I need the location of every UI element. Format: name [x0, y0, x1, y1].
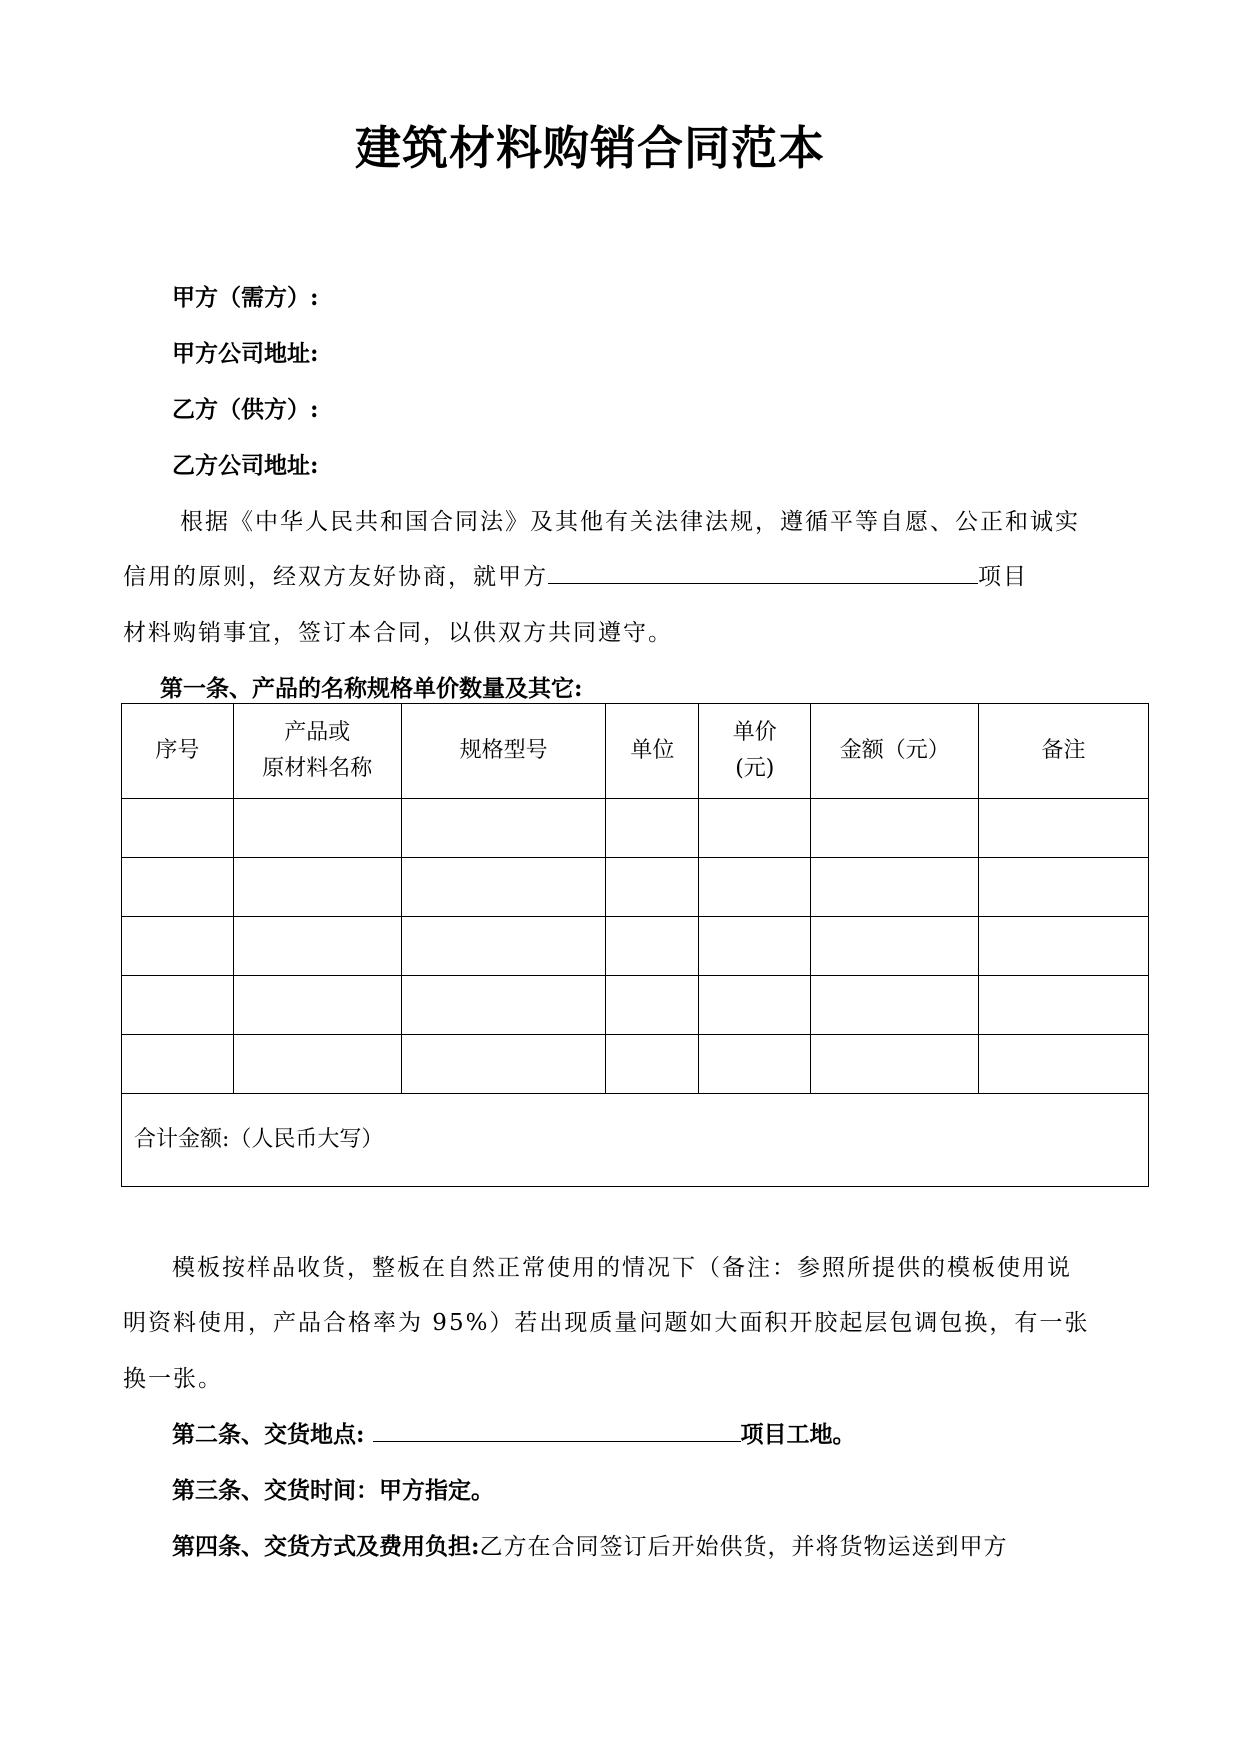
- table-cell: [699, 1035, 811, 1094]
- total-amount-label: 合计金额:（人民币大写）: [122, 1094, 1149, 1187]
- header-seq: 序号: [122, 704, 234, 799]
- article-2-suffix: 项目工地。: [740, 1421, 856, 1448]
- table-cell: [979, 858, 1149, 917]
- table-cell: [606, 799, 699, 858]
- table-cell: [122, 917, 234, 976]
- table-cell: [699, 917, 811, 976]
- table-cell: [811, 976, 979, 1035]
- table-cell: [979, 917, 1149, 976]
- table-row: [122, 858, 1149, 917]
- table-cell: [233, 1035, 401, 1094]
- table-row: [122, 799, 1149, 858]
- table-cell: [699, 799, 811, 858]
- table-row: [122, 1035, 1149, 1094]
- table-cell: [233, 976, 401, 1035]
- intro-line-2-suffix: 项目: [978, 564, 1028, 590]
- document-title: 建筑材料购销合同范本: [355, 121, 825, 175]
- table-cell: [979, 1035, 1149, 1094]
- table-row: [122, 976, 1149, 1035]
- table-cell: [401, 976, 606, 1035]
- table-cell: [979, 976, 1149, 1035]
- article-1-heading: 第一条、产品的名称规格单价数量及其它:: [160, 675, 583, 702]
- intro-line-3: 材料购销事宜，签订本合同，以供双方共同遵守。: [123, 620, 673, 646]
- header-remark: 备注: [979, 704, 1149, 799]
- table-cell: [811, 917, 979, 976]
- table-cell: [401, 917, 606, 976]
- article-4: [172, 1528, 1008, 1561]
- header-unit-price: [699, 704, 811, 799]
- table-cell: [811, 1035, 979, 1094]
- table-cell: [401, 1035, 606, 1094]
- table-cell: [122, 976, 234, 1035]
- header-unit-price-line2: (元): [735, 756, 775, 781]
- header-unit-price-line1: 单价: [732, 719, 777, 745]
- table-cell: [606, 858, 699, 917]
- intro-line-2-prefix: 信用的原则，经双方友好协商，就甲方: [123, 564, 548, 590]
- intro-line-2: [123, 558, 1028, 591]
- header-product-name-line2: 原材料名称: [262, 756, 373, 781]
- table-cell: [233, 917, 401, 976]
- table-cell: [401, 858, 606, 917]
- delivery-location-blank: [373, 1440, 741, 1442]
- table-cell: [606, 976, 699, 1035]
- header-spec: 规格型号: [401, 704, 606, 799]
- table-cell: [122, 799, 234, 858]
- table-cell: [401, 799, 606, 858]
- quality-line-2: 明资料使用，产品合格率为 95%）若出现质量问题如大面积开胶起层包调包换，有一张: [123, 1310, 1090, 1336]
- table-cell: [606, 1035, 699, 1094]
- product-table: [121, 703, 1149, 1187]
- table-cell: [811, 799, 979, 858]
- table-cell: [122, 858, 234, 917]
- party-a-address-label: 甲方公司地址:: [172, 340, 319, 367]
- table-cell: [811, 858, 979, 917]
- quality-line-3: 换一张。: [123, 1366, 223, 1392]
- header-unit: 单位: [606, 704, 699, 799]
- table-cell: [979, 799, 1149, 858]
- table-cell: [233, 799, 401, 858]
- header-amount: 金额（元）: [811, 704, 979, 799]
- project-name-blank: [548, 582, 978, 584]
- article-4-text: 乙方在合同签订后开始供货，并将货物运送到甲方: [479, 1534, 1008, 1560]
- table-header-row: [122, 704, 1149, 799]
- table-cell: [122, 1035, 234, 1094]
- table-total-row: [122, 1094, 1149, 1187]
- intro-line-1: 根据《中华人民共和国合同法》及其他有关法律法规，遵循平等自愿、公正和诚实: [180, 509, 1080, 535]
- party-b-address-label: 乙方公司地址:: [172, 452, 319, 479]
- party-a-label: 甲方（需方）:: [172, 284, 319, 311]
- table-cell: [233, 858, 401, 917]
- article-2-label: 第二条、交货地点:: [172, 1421, 365, 1448]
- table-cell: [699, 976, 811, 1035]
- header-product-name: [233, 704, 401, 799]
- article-4-label: 第四条、交货方式及费用负担:: [172, 1533, 480, 1560]
- quality-line-1: 模板按样品收货，整板在自然正常使用的情况下（备注：参照所提供的模板使用说: [172, 1255, 1072, 1281]
- article-2: [172, 1416, 856, 1449]
- article-3: 第三条、交货时间：甲方指定。: [172, 1477, 494, 1504]
- header-product-name-line1: 产品或: [284, 719, 351, 745]
- party-b-label: 乙方（供方）:: [172, 396, 319, 423]
- table-cell: [606, 917, 699, 976]
- table-row: [122, 917, 1149, 976]
- table-cell: [699, 858, 811, 917]
